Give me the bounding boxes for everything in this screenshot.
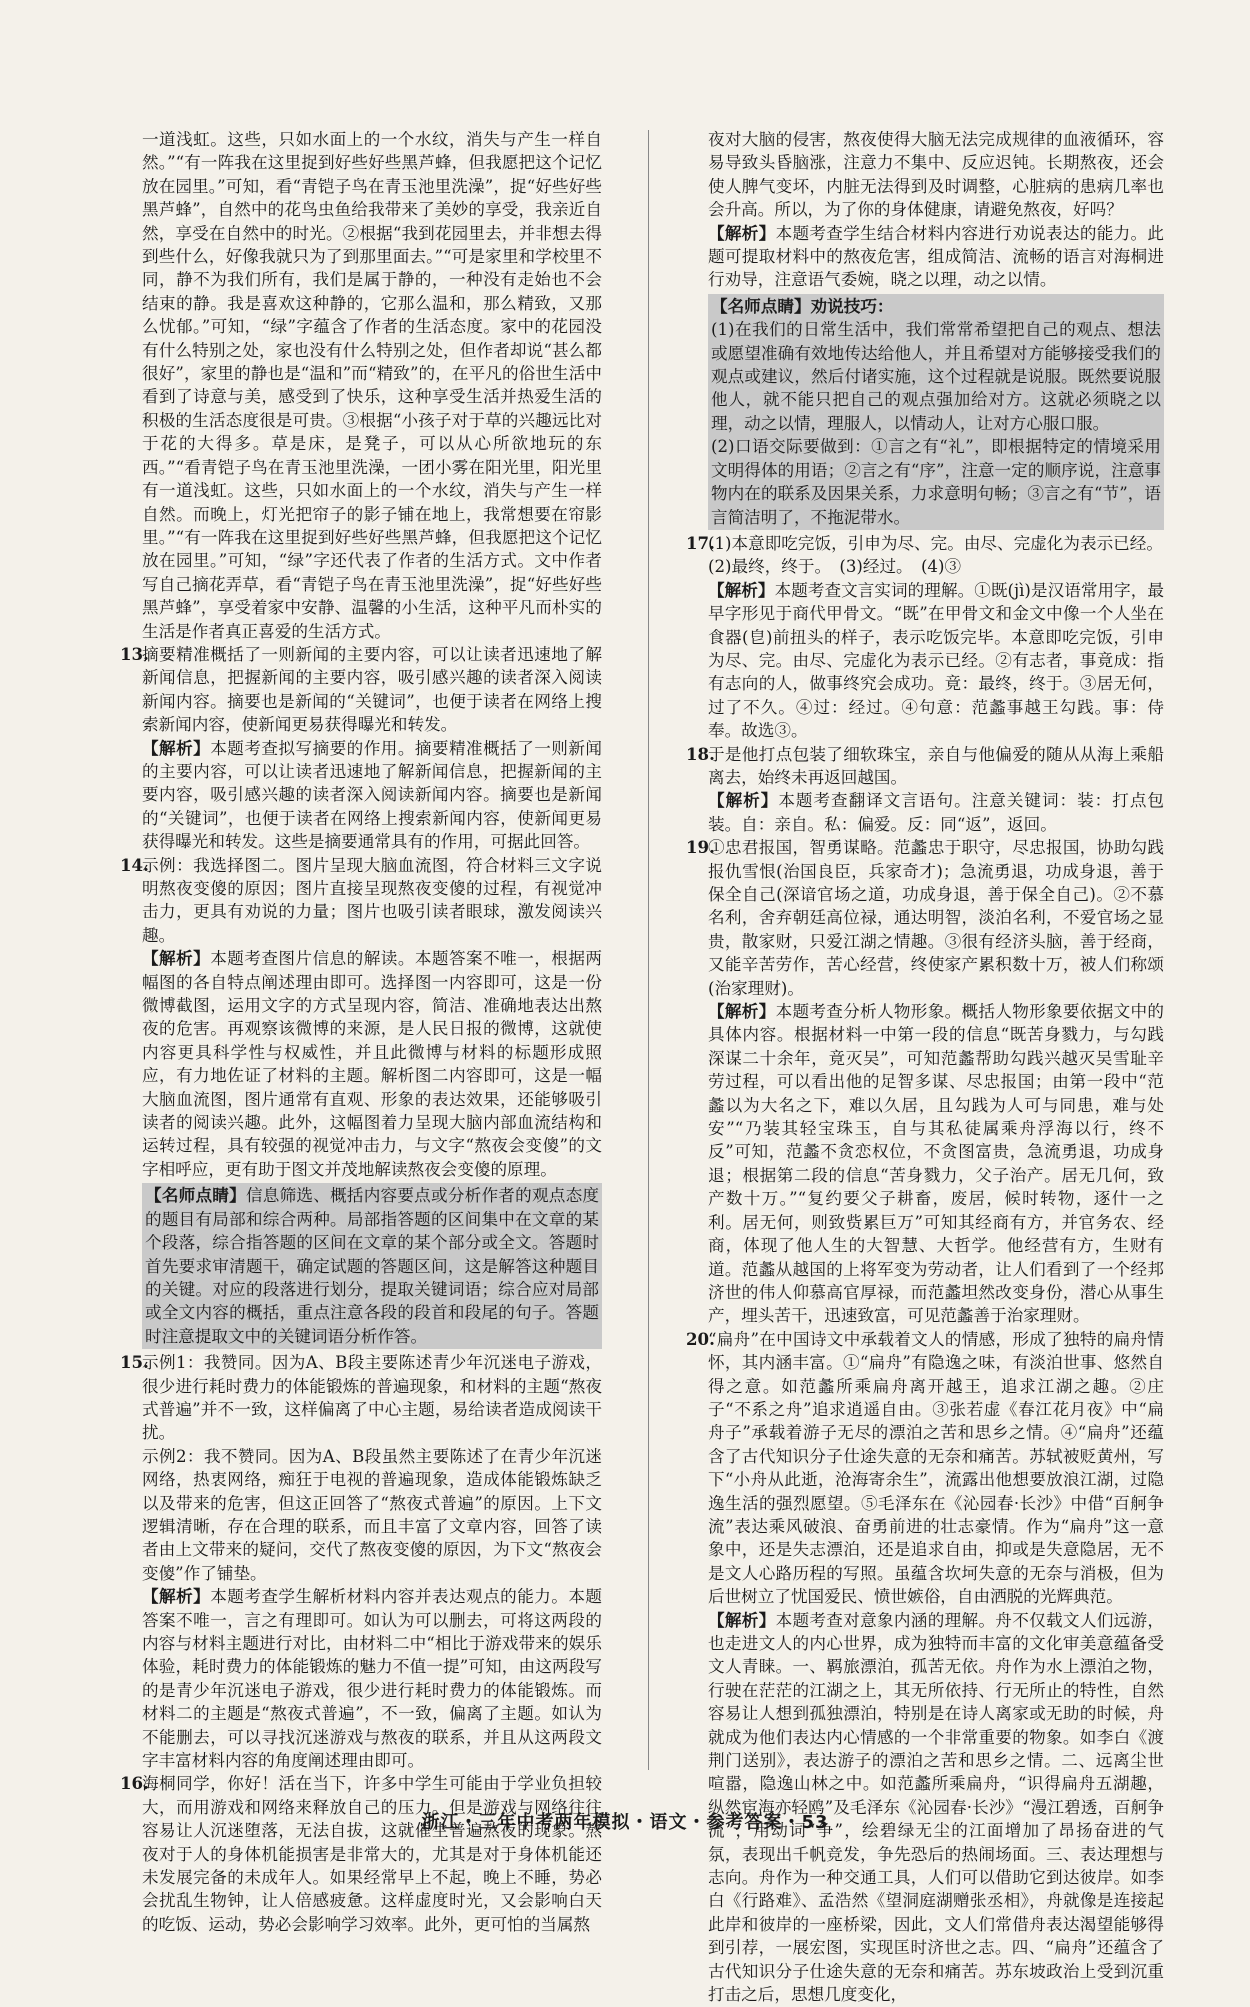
answer-number: 13. bbox=[120, 643, 149, 664]
analysis bbox=[708, 1000, 1164, 1328]
analysis-text: 本题考查分析人物形象。概括人物形象要依据文中的具体内容。根据材料一中第一段的信息“既苦身戮力，与勾践深谋二十余年，竟灭吴”，可知范蠡帮助勾践兴越灭吴雪耻辛劳过程，可以看出他的足智多谋、尽忠报国；由第一段中“范蠡以为大名之下，难以久居，且勾践为人可与同患，难与处安”“乃装其轻宝珠玉，自与其私徒属乘舟浮海以行，终不反”可知，范蠡不贪恋权位，不贪图富贵，急流勇退，功成身退；根据第二段的信息“苦身戮力，父子治产。居无几何，致产数十万。”“复约要父子耕畜，废居，候时转物，逐什一之利。居无何，则致赀累巨万”可知其经商有方，并官务农、经商，体现了他人生的大智慧、大哲学。他经营有方，生财有道。范蠡从越国的上将军变为劳动者，让人们看到了一个经邦济世的伟人仰慕高官厚禄，而范蠡坦然改变身份，潜心从事生产，埋头苦干，迅速致富，可见范蠡善于治家理财。 bbox=[708, 1002, 1165, 1326]
analysis-tag: 【解析】 bbox=[708, 1609, 776, 1630]
answer-17 bbox=[686, 532, 1164, 743]
tip-item-2: (2)口语交际要做到：①言之有“礼”，即根据特定的情境采用文明得体的用语；②言之有“序”，注意一定的顺序说，注意事物内在的联系及因果关系，力求意明句畅；③言之有“节”，语言简洁明了，不拖泥带水。 bbox=[711, 437, 1161, 527]
answer-number: 14. bbox=[120, 854, 149, 875]
analysis bbox=[142, 947, 602, 1181]
teacher-tip bbox=[142, 1183, 602, 1349]
answer-example-2: 示例2：我不赞同。因为A、B段虽然主要陈述了在青少年沉迷网络，热衷网络，痴狂于电视的普遍现象，造成体能锻炼缺乏以及带来的危害，但这正回答了“熬夜式普遍”的原因。上下文逻辑清晰，存在合理的联系，而且丰富了文章内容，回答了读者由上文带来的疑问，交代了熬夜变傻的原因，为下文“熬夜会变傻”作了铺垫。 bbox=[142, 1446, 602, 1583]
analysis-tag: 【解析】 bbox=[708, 579, 775, 600]
analysis-tag: 【解析】 bbox=[708, 222, 776, 243]
analysis-text: 本题考查文言实词的理解。①既(jì)是汉语常用字，最早字形见于商代甲骨文。“既”在甲骨文和金文中像一个人坐在食器(皀)前扭头的样子，表示吃饭完毕。本意即吃完饭，引申为尽、完。由尽、完虚化为表示已经。②有志者，事竟成：指有志向的人，做事终究会成功。竟：最终，终于。③居无何，过了不久。④过：经过。④句意：范蠡事越王勾践。事：侍奉。故选③。 bbox=[708, 580, 1165, 741]
analysis-tag: 【解析】 bbox=[708, 790, 779, 811]
answer-text: 示例：我选择图二。图片呈现大脑血流图，符合材料三文字说明熬夜变傻的原因；图片直接呈现熬夜变傻的过程，有视觉冲击力，更具有劝说的力量；图片也吸引读者眼球，激发阅读兴趣。 bbox=[142, 855, 602, 945]
q12-continued: 一道浅虹。这些，只如水面上的一个水纹，消失与产生一样自然。”“有一阵我在这里捉到好些好些黑芦蜂，但我愿把这个记忆放在园里。”可知，看“青铠子鸟在青玉池里洗澡”，捉“好些好些黑芦蜂”，自然中的花鸟虫鱼给我带来了美妙的享受，我亲近自然，享受在自然中的时光。②根据“我到花园里去，并非想去得到些什么，好像我就只为了到那里面去。”“可是家里和学校里不同，静不为我们所有，我们是属于静的，一种没有走始也不会结束的静。我是喜欢这种静的，它那么温和，那么精致，又那么忧郁。”可知，“绿”字蕴含了作者的生活态度。家中的花园没有什么特别之处，家也没有什么特别之处，但作者却说“甚么都很好”，家里的静也是“温和”而“精致”的，在平凡的俗世生活中看到了诗意与美，感受到了快乐，这种享受生活并热爱生活的积极的生活态度很是可贵。③根据“小孩子对于草的兴趣远比对于花的大得多。草是床，是凳子，可以从心所欲地玩的东西。”“看青铠子鸟在青玉池里洗澡，一团小雾在阳光里，阳光里有一道浅虹。这些，只如水面上的一个水纹，消失与产生一样自然。而晚上，灯光把帘子的影子铺在地上，我常想要在帘影里。”“有一阵我在这里捉到好些好些黑芦蜂，但我愿把这个记忆放在园里。”可知，“绿”字还代表了作者的生活方式。文中作者写自己摘花弄草，看“青铠子鸟在青玉池里洗澡”，捉“好些好些黑芦蜂”，享受着家中安静、温馨的小生活，这种平凡而朴实的生活是作者真正喜爱的生活方式。 bbox=[142, 130, 602, 641]
tip-item-1: (1)在我们的日常生活中，我们常常希望把自己的观点、想法或愿望准确有效地传达给他人，并且希望对方能够接受我们的观点或建议，然后付诸实施，这个过程就是说服。既然要说服他人，就不能只把自己的观点强加给对方。这就必须晓之以理，动之以情，理服人，以情动人，让对方心服口服。 bbox=[711, 320, 1161, 433]
analysis bbox=[142, 1585, 602, 1772]
tip-title: 【名师点睛】劝说技巧： bbox=[711, 295, 894, 316]
answer-text: (2)最终，终于。 (3)经过。 (4)③ bbox=[708, 557, 962, 577]
answer-19 bbox=[686, 836, 1164, 1328]
left-column bbox=[120, 128, 602, 1936]
analysis-tag: 【解析】 bbox=[142, 948, 211, 969]
answer-text: 摘要精准概括了一则新闻的主要内容，可以让读者迅速地了解新闻信息，把握新闻的主要内容，吸引感兴趣的读者深入阅读新闻内容。摘要也是新闻的“关键词”，也便于读者在网络上搜索新闻内容，使新闻更易获得曝光和转发。 bbox=[142, 644, 602, 735]
answer-number: 18. bbox=[686, 743, 715, 764]
analysis-text: 本题考查学生结合材料内容进行劝说表达的能力。此题可提取材料中的熬夜危害，组成简洁、流畅的语言对海桐进行劝导，注意语气委婉，晓之以理，动之以情。 bbox=[708, 223, 1165, 290]
analysis-text: 本题考查学生解析材料内容并表达观点的能力。本题答案不唯一，言之有理即可。如认为可以删去，可将这两段的内容与材料主题进行对比，由材料二中“相比于游戏带来的娱乐体验，耗时费力的体能锻炼的魅力不值一提”可知，由这两段写的是青少年沉迷电子游戏，很少进行耗时费力的体能锻炼。而材料二的主题是“熬夜式普遍”，不一致，偏离了主题。如认为不能删去，可以寻找沉迷游戏与熬夜的联系，并且从这两段文字丰富材料内容的角度阐述理由即可。 bbox=[142, 1587, 603, 1771]
answer-14 bbox=[120, 854, 602, 1350]
analysis-text: 本题考查对意象内涵的理解。舟不仅载文人们远游，也走进文人的内心世界，成为独特而丰富的文化审美意蕴备受文人青睐。一、羁旅漂泊，孤苦无依。舟作为水上漂泊之物，行驶在茫茫的江湖之上，其无所依持、行无所止的特性，自然容易让人想到孤独漂泊，特别是在诗人离家或无助的时候，舟就成为他们表达内心情感的一个非常重要的物象。如李白《渡荆门送别》，表达游子的漂泊之苦和思乡之情。二、远离尘世喧嚣，隐逸山林之中。如范蠡所乘扁舟，“识得扁舟五湖趣，纵然宦海亦轻鸥”及毛泽东《沁园春·长沙》“漫江碧透，百舸争流”，用动词“争”，绘碧绿无尘的江面增加了昂扬奋进的气氛，表现出千帆竞发，争先恐后的热闹场面。三、表达理想与志向。舟作为一种交通工具，人们可以借助它到达彼岸。如李白《行路难》、孟浩然《望洞庭湖赠张丞相》，舟就像是连接起此岸和彼岸的一座桥梁，因此，文人们常借舟表达渴望能够得到引荐，一展宏图，实现匡时济世之志。四、“扁舟”还蕴含了古代知识分子仕途失意的无奈和痛苦。苏东坡政治上受到沉重打击之后，思想几度变化， bbox=[708, 1610, 1165, 2005]
analysis bbox=[708, 789, 1164, 836]
tip-text: 信息筛选、概括内容要点或分析作者的观点态度的题目有局部和综合两种。局部指答题的区间集中在文章的某个段落，综合指答题的区间在文章的某个部分或全文。答题时首先要求审清题干，确定试题的答题区间，这是解答这种题目的关键。对应的段落进行划分，提取关键词语；综合应对局部或全文内容的概括，重点注意各段的段首和段尾的句子。答题时注意提取文中的关键词语分析作答。 bbox=[145, 1186, 600, 1346]
answer-text: ①忠君报国，智勇谋略。范蠡忠于职守，尽忠报国，协助勾践报仇雪恨(治国良臣，兵家奇才)；急流勇退，功成身退，善于保全自己(深谙官场之道，功成身退，善于保全自己)。②不慕名利，舍弃朝廷高位禄，通达明智，淡泊名利，不爱官场之显贵，散家财，只爱江湖之情趣。③很有经济头脑，善于经商，又能辛苦劳作，苦心经营，终使家产累积数十万，被人们称颂(治家理财)。 bbox=[708, 838, 1164, 998]
answer-number: 16. bbox=[120, 1773, 149, 1794]
analysis-tag: 【解析】 bbox=[142, 737, 211, 758]
right-column bbox=[686, 128, 1164, 2007]
answer-number: 20. bbox=[686, 1328, 715, 1349]
analysis bbox=[142, 737, 602, 854]
q16-continued: 夜对大脑的侵害，熬夜使得大脑无法完成规律的血液循环，容易导致头昏脑涨，注意力不集中、反应迟钝。长期熬夜，还会使人脾气变坏，内脏无法得到及时调整，心脏病的患病几率也会升高。所以，为了你的身体健康，请避免熬夜，好吗？ bbox=[708, 130, 1164, 220]
analysis-tag: 【解析】 bbox=[142, 1586, 211, 1607]
tip-tag: 【名师点睛】 bbox=[145, 1185, 246, 1206]
answer-example-1: 示例1：我赞同。因为A、B段主要陈述青少年沉迷电子游戏，很少进行耗时费力的体能锻炼的普遍现象，和材料的主题“熬夜式普遍”并不一致，这样偏离了中心主题，易给读者造成阅读干扰。 bbox=[142, 1353, 602, 1443]
analysis bbox=[708, 579, 1164, 743]
answer-20 bbox=[686, 1328, 1164, 2007]
answer-13 bbox=[120, 643, 602, 854]
teacher-tip bbox=[708, 294, 1164, 530]
analysis bbox=[686, 222, 1164, 292]
analysis-text: 本题考查图片信息的解读。本题答案不唯一，根据两幅图的各自特点阐述理由即可。选择图一内容即可，这是一份微博截图，运用文字的方式呈现内容，简洁、准确地表达出熬夜的危害。再观察该微博的来源，是人民日报的微博，这就使内容更具科学性与权威性，并且此微博与材料的标题形成照应，有力地佐证了材料的主题。解析图二内容即可，这是一幅大脑血流图，图片通常有直观、形象的表达效果，还能够吸引读者的阅读兴趣。此外，这幅图着力呈现大脑内部血流结构和运转过程，具有较强的视觉冲击力，与文字“熬夜会变傻”的文字相呼应，更有助于图文并茂地解读熬夜会变傻的原理。 bbox=[142, 949, 603, 1179]
answer-number: 19. bbox=[686, 837, 715, 858]
answer-15 bbox=[120, 1351, 602, 1772]
analysis-tag: 【解析】 bbox=[708, 1001, 776, 1022]
answer-18 bbox=[686, 743, 1164, 837]
analysis-text: 本题考查翻译文言语句。注意关键词：装：打点包装。自：亲自。私：偏爱。反：同“返”，返回。 bbox=[708, 791, 1165, 834]
analysis-text: 本题考查拟写摘要的作用。摘要精准概括了一则新闻的主要内容，可以让读者迅速地了解新闻信息，把握新闻的主要内容，吸引感兴趣的读者深入阅读新闻内容。摘要也是新闻的“关键词”，也便于读者在网络上搜索新闻内容，使新闻更易获得曝光和转发。这些是摘要通常具有的作用，可据此回答。 bbox=[142, 738, 603, 852]
answer-text: 于是他打点包装了细软珠宝，亲自与他偏爱的随从从海上乘船离去，始终未再返回越国。 bbox=[708, 744, 1164, 787]
answer-number: 15. bbox=[120, 1352, 149, 1373]
answer-text: “扁舟”在中国诗文中承载着文人的情感，形成了独特的扁舟情怀，其内涵丰富。①“扁舟”有隐逸之味，有淡泊世事、悠然自得之意。如范蠡所乘扁舟离开越王，追求江湖之趣。②庄子“不系之舟”追求逍遥自由。③张若虚《春江花月夜》中“扁舟子”承载着游子无尽的漂泊之苦和思乡之情。④“扁舟”还蕴含了古代知识分子仕途失意的无奈和痛苦。苏轼被贬黄州，写下“小舟从此逝，沧海寄余生”，流露出他想要放浪江湖，过隐逸生活的强烈愿望。⑤毛泽东在《沁园春·长沙》中借“百舸争流”表达乘风破浪、奋勇前进的壮志豪情。作为“扁舟”这一意象中，还是失志漂泊，还是追求自由，抑或是失意隐居，无不是文人心路历程的写照。虽蕴含坎坷失意的无奈与消极，但为后世树立了忧国爱民、愤世嫉俗，自由洒脱的光辉典范。 bbox=[708, 1329, 1164, 1607]
answer-text: 海桐同学，你好！活在当下，许多中学生可能由于学业负担较大，而用游戏和网络来释放自己的压力。但是游戏与网络往往容易让人沉迷堕落，无法自拔，这就催生普遍熬夜的现象。熬夜对于人的身体机能损害是非常大的，尤其是对于身体机能还未发展完备的未成年人。如果经常早上不起，晚上不睡，势必会扰乱生物钟，让人倍感疲惫。这样虚度时光，又会影响白天的吃饭、运动，势必会影响学习效率。此外，更可怕的当属熬 bbox=[142, 1774, 602, 1934]
page-footer: 浙江・三年中考两年模拟・语文・参考答案・53 bbox=[421, 1812, 829, 1833]
column-divider bbox=[648, 130, 649, 1770]
answer-16 bbox=[120, 1772, 602, 1936]
answer-text: (1)本意即吃完饭，引申为尽、完。由尽、完虚化为表示已经。 bbox=[708, 533, 1163, 553]
answer-number: 17. bbox=[686, 532, 715, 553]
